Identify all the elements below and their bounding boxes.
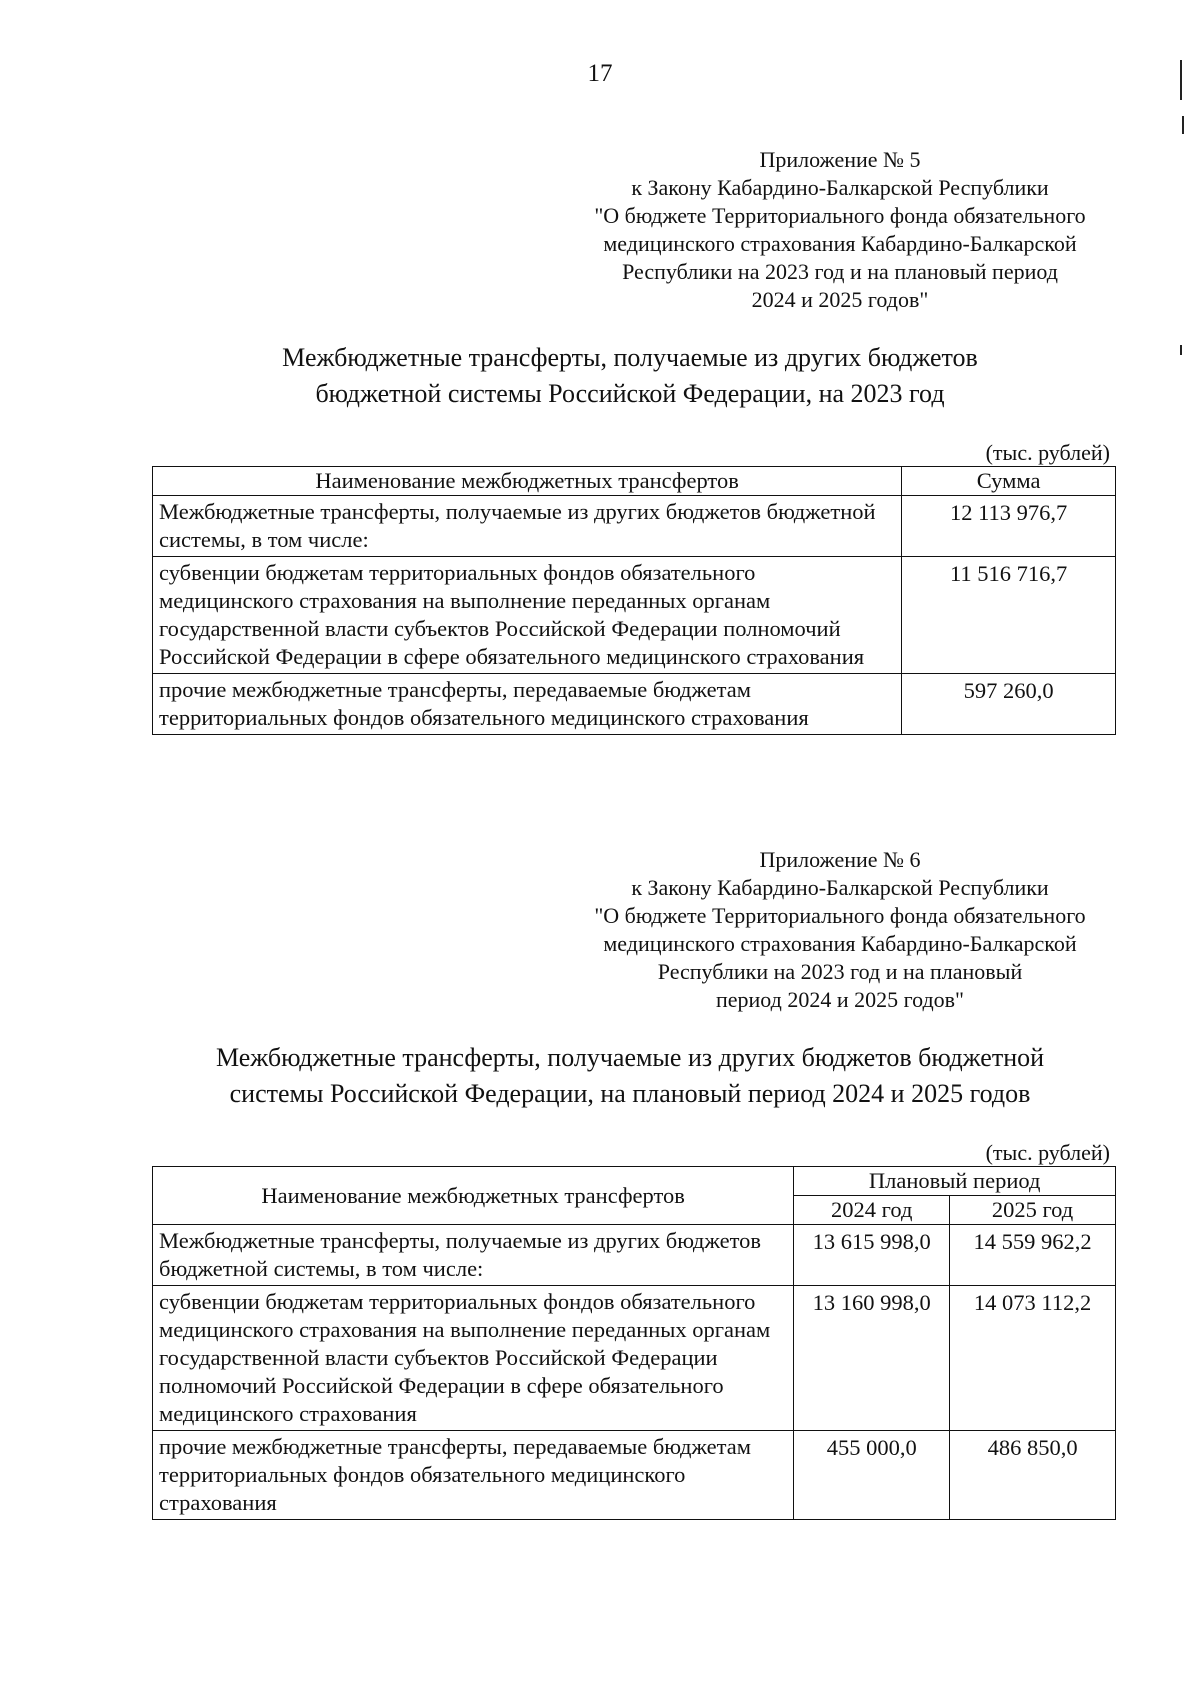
table-header-row xyxy=(153,467,1116,496)
appendix-line: Республики на 2023 год и на плановый период xyxy=(622,259,1058,284)
row-name: прочие межбюджетные трансферты, передаваемые бюджетам территориальных фондов обязательного медицинского страхования xyxy=(153,674,902,735)
row-2025: 14 559 962,2 xyxy=(950,1225,1116,1286)
scan-edge-mark xyxy=(1182,116,1184,134)
title-line: бюджетной системы Российской Федерации, на 2023 год xyxy=(315,379,945,408)
table-header-row xyxy=(153,1167,1116,1196)
page-number: 17 xyxy=(587,60,613,87)
table-row xyxy=(153,1286,1116,1431)
column-header-period: Плановый период xyxy=(794,1167,1116,1196)
scan-edge-mark xyxy=(1180,345,1182,355)
appendix-line: "О бюджете Территориального фонда обязательного xyxy=(594,203,1086,228)
section-title-2024-2025 xyxy=(150,1040,1110,1112)
row-name: Межбюджетные трансферты, получаемые из других бюджетов бюджетной системы, в том числе: xyxy=(153,496,902,557)
row-2024: 13 160 998,0 xyxy=(794,1286,950,1431)
appendix-6-header xyxy=(560,846,1120,1014)
title-line: системы Российской Федерации, на плановый период 2024 и 2025 годов xyxy=(229,1079,1031,1108)
appendix-5-header xyxy=(560,146,1120,314)
row-name: субвенции бюджетам территориальных фондов обязательного медицинского страхования на выполнение переданных органам государственной власти субъектов Российской Федерации полномочий Российской Федерации в сфере обязательного медицинского страхования xyxy=(153,1286,794,1431)
appendix-line: медицинского страхования Кабардино-Балкарской xyxy=(603,231,1077,256)
row-sum: 597 260,0 xyxy=(902,674,1116,735)
appendix-line: "О бюджете Территориального фонда обязательного xyxy=(594,903,1086,928)
row-2024: 455 000,0 xyxy=(794,1431,950,1520)
row-2025: 486 850,0 xyxy=(950,1431,1116,1520)
appendix-line: к Закону Кабардино-Балкарской Республики xyxy=(631,875,1049,900)
column-header-2025: 2025 год xyxy=(950,1196,1116,1225)
table-row xyxy=(153,1431,1116,1520)
transfers-table-2024-2025 xyxy=(152,1166,1116,1520)
row-sum: 12 113 976,7 xyxy=(902,496,1116,557)
section-title-2023 xyxy=(150,340,1110,412)
row-name: прочие межбюджетные трансферты, передаваемые бюджетам территориальных фондов обязательного медицинского страхования xyxy=(153,1431,794,1520)
appendix-line: 2024 и 2025 годов" xyxy=(751,287,929,312)
row-name: Межбюджетные трансферты, получаемые из других бюджетов бюджетной системы, в том числе: xyxy=(153,1225,794,1286)
appendix-line: к Закону Кабардино-Балкарской Республики xyxy=(631,175,1049,200)
appendix-line: Приложение № 5 xyxy=(759,147,921,172)
transfers-table-2023 xyxy=(152,466,1116,735)
appendix-line: медицинского страхования Кабардино-Балкарской xyxy=(603,931,1077,956)
column-header-sum: Сумма xyxy=(902,467,1116,496)
units-label: (тыс. рублей) xyxy=(985,1140,1110,1165)
row-2025: 14 073 112,2 xyxy=(950,1286,1116,1431)
row-sum: 11 516 716,7 xyxy=(902,557,1116,674)
table-row xyxy=(153,557,1116,674)
appendix-line: Приложение № 6 xyxy=(759,847,921,872)
row-name: субвенции бюджетам территориальных фондов обязательного медицинского страхования на выполнение переданных органам государственной власти субъектов Российской Федерации полномочий Российской Федерации в сфере обязательного медицинского страхования xyxy=(153,557,902,674)
table-row xyxy=(153,1225,1116,1286)
column-header-name: Наименование межбюджетных трансфертов xyxy=(153,1167,794,1225)
appendix-line: Республики на 2023 год и на плановый xyxy=(657,959,1023,984)
row-2024: 13 615 998,0 xyxy=(794,1225,950,1286)
table-row xyxy=(153,496,1116,557)
column-header-2024: 2024 год xyxy=(794,1196,950,1225)
table-row xyxy=(153,674,1116,735)
title-line: Межбюджетные трансферты, получаемые из других бюджетов бюджетной xyxy=(215,1043,1045,1072)
title-line: Межбюджетные трансферты, получаемые из других бюджетов xyxy=(282,343,978,372)
column-header-name: Наименование межбюджетных трансфертов xyxy=(153,467,902,496)
appendix-line: период 2024 и 2025 годов" xyxy=(715,987,965,1012)
units-label: (тыс. рублей) xyxy=(985,440,1110,465)
